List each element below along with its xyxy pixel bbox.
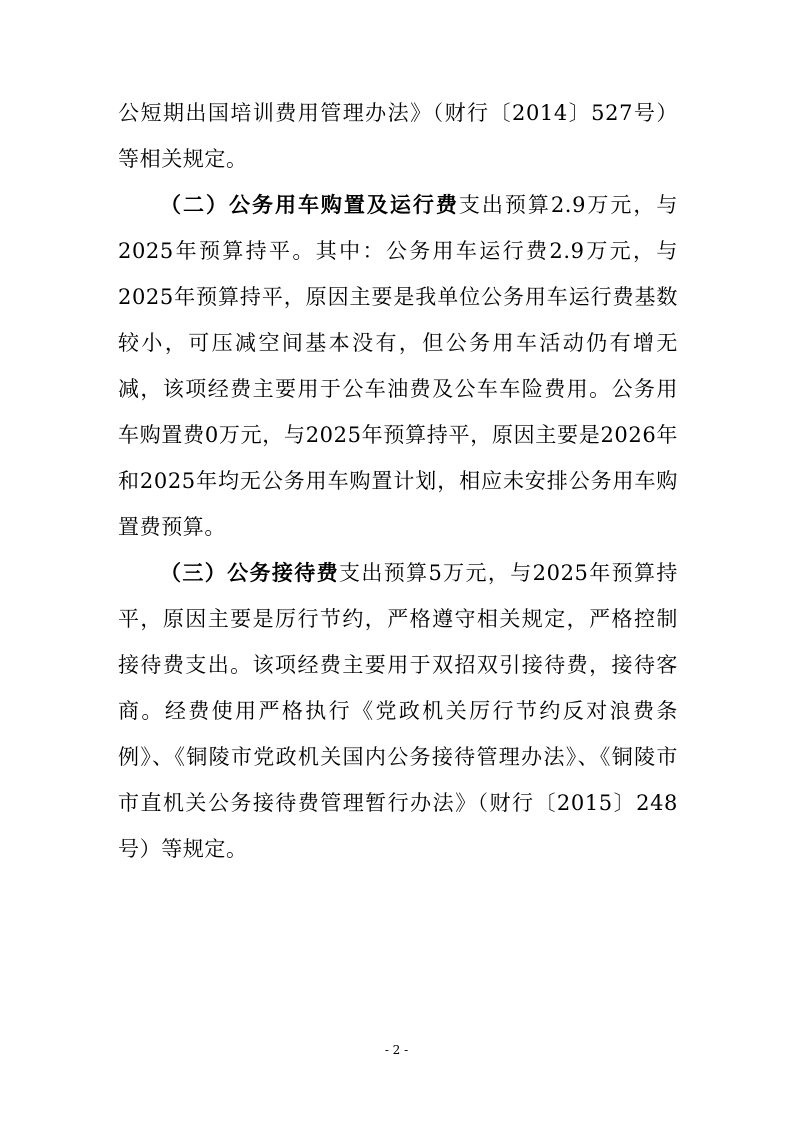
paragraph-text: 支出预算2.9万元，与2025年预算持平。其中：公务用车运行费2.9万元，与2025年预算持平，原因主要是我单位公务用车运行费基数较小，可压减空间基本没有，但公务用车活动仍有增无减，该项经费主要用于公车油费及公车车险费用。公务用车购置费0万元，与2025年预算持平，原因主要是2026年和2025年均无公务用车购置计划，相应未安排公务用车购置费预算。 (118, 193, 678, 539)
paragraph-text: 公短期出国培训费用管理办法》（财行〔2014〕527号）等相关规定。 (118, 101, 678, 171)
section-heading-vehicle: （二）公务用车购置及运行费 (160, 192, 459, 217)
paragraph-text: 支出预算5万元，与2025年预算持平，原因主要是厉行节约，严格遵守相关规定，严格控制接待费支出。该项经费主要用于双招双引接待费，接待客商。经费使用严格执行《党政机关厉行节约反对浪费条例》、《铜陵市党政机关国内公务接待管理办法》、《铜陵市市直机关公务接待费管理暂行办法》（财行〔2015〕248号）等规定。 (118, 561, 678, 861)
section-heading-reception: （三）公务接待费 (160, 560, 339, 585)
page-number: - 2 - (384, 1043, 409, 1057)
paragraph-vehicle-expenses (118, 182, 678, 550)
paragraph-continuation (118, 90, 678, 182)
document-body (118, 90, 678, 872)
paragraph-reception-expenses (118, 550, 678, 872)
